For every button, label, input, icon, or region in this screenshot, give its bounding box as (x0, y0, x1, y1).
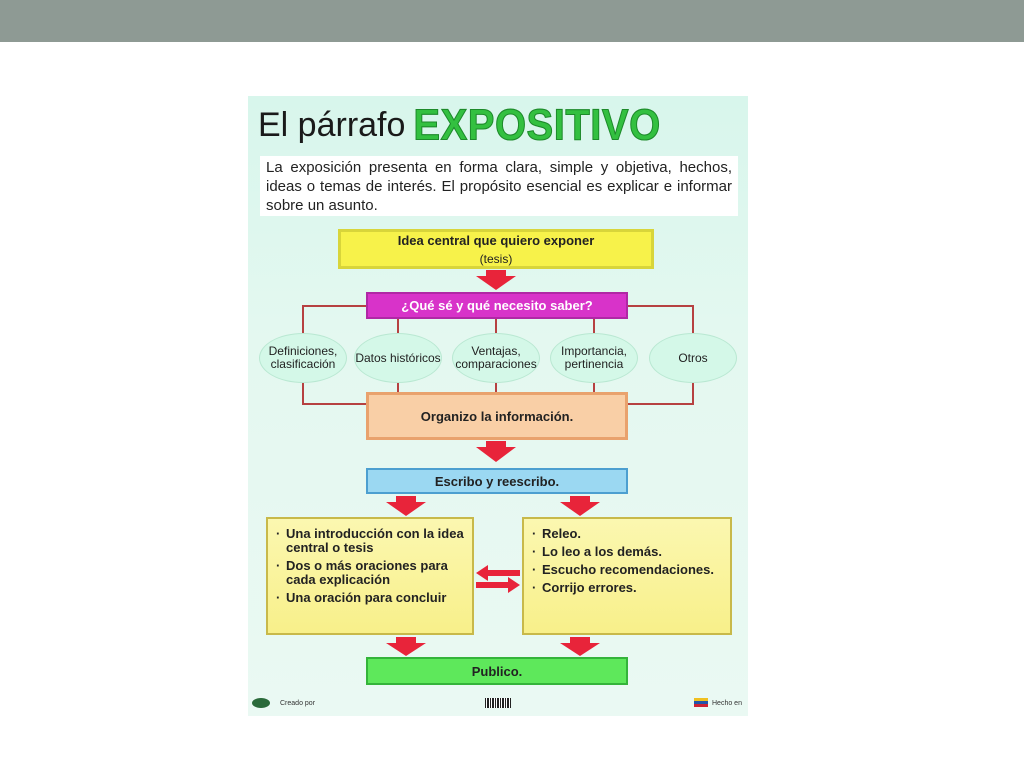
title-emphasis: EXPOSITIVO (413, 100, 661, 149)
oval-importancia: Importancia, pertinencia (550, 333, 638, 383)
right-item: · Escucho recomendaciones. (532, 563, 722, 577)
idea-central-box (338, 229, 654, 269)
arrow-left (476, 565, 520, 581)
left-item: · Dos o más oraciones para cada explicación (276, 559, 464, 587)
publico-box: Publico. (366, 657, 628, 685)
right-item: · Lo leo a los demás. (532, 545, 722, 559)
arrow-down-5 (386, 637, 426, 656)
right-item: · Releo. (532, 527, 722, 541)
poster-footer (248, 692, 748, 716)
title-plain: El párrafo (258, 105, 406, 144)
footer-created: Creado por (280, 700, 316, 707)
left-item: · Una oración para concluir (276, 591, 464, 605)
oval-definiciones: Definiciones, clasificación (259, 333, 347, 383)
creator-logo-icon (252, 698, 270, 708)
arrow-down-4 (560, 496, 600, 516)
question-box: ¿Qué sé y qué necesito saber? (366, 292, 628, 319)
arrow-down-2 (476, 441, 516, 462)
arrow-down-1 (476, 270, 516, 290)
escribo-box: Escribo y reescribo. (366, 468, 628, 494)
intro-text: La exposición presenta en forma clara, simple y objetiva, hechos, ideas o temas de interés. El propósito esencial es explicar e informar sobre un asunto. (260, 156, 738, 216)
arrow-down-3 (386, 496, 426, 516)
oval-datos: Datos históricos (354, 333, 442, 383)
poster (248, 96, 748, 716)
top-bar (0, 0, 1024, 42)
oval-ventajas: Ventajas, comparaciones (452, 333, 540, 383)
footer-made: Hecho en (712, 700, 742, 707)
arrow-down-6 (560, 637, 600, 656)
left-item: · Una introducción con la idea central o tesis (276, 527, 464, 555)
oval-otros: Otros (649, 333, 737, 383)
idea-sub: (tesis) (479, 251, 513, 266)
organizo-box: Organizo la información. (366, 392, 628, 440)
right-item: · Corrijo errores. (532, 581, 722, 595)
barcode-icon (485, 698, 511, 708)
arrow-right (476, 577, 520, 593)
right-panel (522, 517, 732, 635)
made-in-flag-icon (694, 698, 708, 707)
idea-label: Idea central que quiero exponer (397, 232, 595, 248)
left-panel (266, 517, 474, 635)
poster-title (258, 100, 661, 150)
